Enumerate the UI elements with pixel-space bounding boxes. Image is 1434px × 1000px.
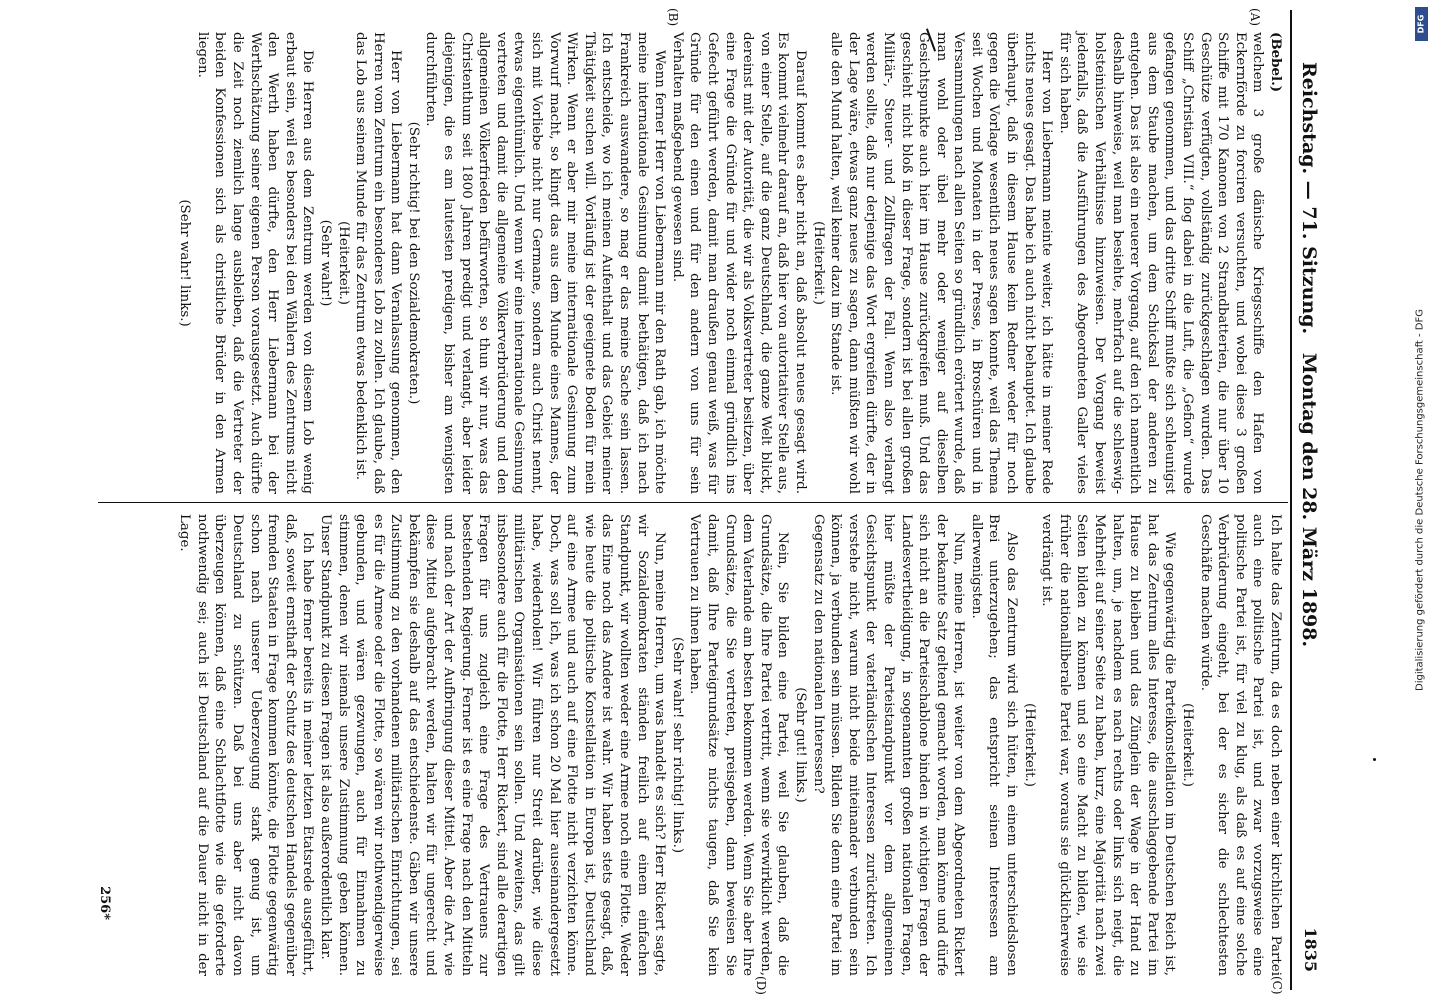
margin-marker-c: (C)	[1270, 976, 1284, 995]
paragraph: Also das Zentrum wird sich hüten, in einem unterschiedslosen Brei unterzugehen; das entspricht seinen Interessen am allerwenigsten.	[968, 514, 1020, 976]
ink-dot	[1373, 758, 1376, 761]
paragraph: Die Herren aus dem Zentrum werden von diesem Lob wenig erbaut sein, weil es besonders bei den Wählern des Zentrums nicht den Werth haben dürfte, den Herr Liebermann bei der Werthschätzung seiner eigenen Person vorausgesetzt. Auch dürfte die Zeit noch ziemlich lange ausbleiben, daß die Vertreter der beiden Konfessionen sich als christliche Brüder in den Armen liegen.	[194, 32, 316, 494]
interjection: (Sehr richtig! bei den Sozialdemokraten.)	[405, 121, 421, 405]
margin-marker-d: (D)	[754, 976, 768, 995]
interjection: (Heiterkeit.)	[1180, 703, 1196, 787]
interjection: (Sehr wahr! links.)	[177, 199, 193, 327]
paragraph: Herr von Liebermann meinte weiter, ich hätte in meiner Rede nichts neues gesagt. Das habe ich auch nicht behauptet. Ich glaube überhaupt, daß in diesem Hause kein Redner weder für noch gegen die Vorlage wesentlich neues sagen konnte, weil das Thema seit Wochen und Monaten in der Presse, in Broschüren und in Versammlungen nach allen Seiten so gründlich erörtert wurde, daß man wohl oder übel mehr oder weniger auf dieselben Gesichtspunkte auch hier im Hause zurückgreifen muß. Und das geschieht nicht bloß in dieser Frage, sondern ist bei allen großen Militär-, Steuer- und Zollfragen der Fall. Wenn also verlangt werden sollte, daß nur derjenige das Wort ergreifen dürfte, der in der Lage wäre, etwas ganz neues zu sagen, dann müßten wir wohl alle den Mund halten, weil keiner dazu im Stande ist.	[828, 32, 1055, 494]
margin-marker-a: (A)	[1248, 8, 1262, 27]
paragraph: Nun, meine Herren, um was handelt es sich? Herr Rickert sagte, wir Sozialdemokraten ständen freilich auf einem einfachen Standpunkt, wir wollten weder eine Armee noch eine Flotte. Weder das Eine noch das Andere ist wahr. Wir haben stets gesagt, daß, wie heute die politische Konstellation in Europa ist, Deutschland auf eine Armee und auch auf eine Flotte nicht verzichten könne. Doch, was soll ich, was ich schon 20 Mal hier auseinandergesetzt habe, wiederholen! Wir führen nur Streit darüber, wie diese militärischen Organisationen sein sollen. Und zweitens, das gilt insbesondere auch für die Flotte, Herr Rickert, sind alle derartigen Fragen für uns zugleich eine Frage des Vertrauens zur bestehenden Regierung. Ferner ist es eine Frage nach den Mitteln und nach der Art der Aufbringung dieser Mittel. Aber die Art, wie diese Mittel aufgebracht werden, halten wir für ungerecht und bekämpfen sie deshalb auf das entschiedenste. Gäben wir unsere Zustimmung zu den vorhandenen militärischen Einrichtungen, sei es für die Armee oder die Flotte, so wären wir nothwendigerweise gebunden, und wären gezwungen, auch für Einnahmen zu stimmen, denen wir niemals unsere Zustimmung geben können. Unser Standpunkt zu diesen Fragen ist also außerordentlich klar.	[317, 514, 668, 976]
paragraph: Darauf kommt es aber nicht an, daß absolut neues gesagt wird. Es kommt vielmehr darauf an, daß hier von autoritativer Stelle aus, von einer Stelle, auf die ganz Deutschland, die ganze Welt blickt, dereinst mit der Autorität, die wir als Volksvertreter besitzen, über eine Frage die Gründe für und wider noch einmal gründlich ins Gefecht geführt werden, damit man draußen genau weiß, was für Gründe für den einen und für den andern von uns für sein Verhalten maßgebend gewesen sind.	[669, 32, 808, 494]
left-column	[176, 32, 1284, 494]
digitization-sidebar	[1406, 0, 1434, 1000]
digitization-note: Digitalisierung gefördert durch die Deutsche Forschungsgemeinschaft - DFG	[1414, 308, 1426, 692]
interjection: (Sehr wahr!)	[317, 219, 333, 307]
dfg-logo	[1415, 7, 1428, 41]
paragraph: Ich habe ferner bereits in meiner letzten Etatsrede ausgeführt, daß, soweit ernsthaft der Schutz des deutschen Handels gegenüber fremden Staaten in Frage kommen könnte, die Flotte gegenwärtig schon nach unserer Ueberzeugung stark genug ist, um Deutschland zu schützen. Daß bei uns aber nicht davon überzeugen können, daß eine Schlachtflotte wie die geforderte nothwendig sei; auch ist Deutschland auf die Dauer nicht in der Lage.	[177, 514, 316, 976]
interjection: (Sehr wahr! sehr richtig! links.)	[669, 636, 685, 854]
right-column	[176, 514, 1284, 976]
paragraph: Wie gegenwärtig die Parteikonstellation im Deutschen Reich ist, hat das Zentrum alles Interesse, die ausschlaggebende Partei im Hause zu bleiben und das Zünglein der Wage in der Hand zu halten, um, je nachdem es nach rechts oder links sich neigt, die Mehrheit auf seiner Seite zu haben, kurz, eine Majorität nach zwei Seiten bilden zu können und so eine Macht zu bilden, wie sie früher die nationalliberale Partei war, woraus sie glücklicherweise verdrängt ist.	[1039, 514, 1178, 976]
paragraph: Wenn ferner Herr von Liebermann mir den Rath gab, ich möchte meine internationale Gesinnung damit bethätigen, daß ich nach Frankreich auswandere, so mag er das meine Sache sein lassen. Ich entscheide, wo ich meinen Aufenthalt und das Gebiet meiner Thätigkeit suchen will. Vorläufig ist der geeignete Boden für mein Wirken. Wenn er aber mir meine internationale Gesinnung zum Vorwurf macht, so klingt das aus dem Munde eines Mannes, der sich mit Vorliebe nicht nur Germane, sondern auch Christ nennt, etwas eigenthümlich. Und wenn wir eine internationale Gesinnung vertreten und damit die allgemeine Völkerverbrüderung und den allgemeinen Völkerfrieden befürworten, so thun wir nur, was das Christenthum seit 1800 Jahren predigt und verlangt, aber leider diejenigen, die es am lautesten predigen, bisher am wenigsten durchführten.	[423, 32, 668, 494]
interjection: (Heiterkeit.)	[335, 221, 351, 305]
speaker-label: (Bebel.)	[1268, 32, 1284, 93]
signature-mark: 256*	[97, 886, 112, 920]
page-number: 1835	[1301, 927, 1320, 972]
interjection: (Heiterkeit.)	[1021, 703, 1037, 787]
dfg-logo-text: DFG	[1416, 14, 1426, 34]
paragraph: welchem 3 große dänische Kriegsschiffe den Hafen von Eckernförde zu forciren versuchten, und wobei diese 3 großen Schiffe mit 170 Kanonen von 2 Strandbatterien, die nur über 10 Geschütze verfügten, vollständig zurückgeschlagen wurden. Das Schiff „Christian VIII.“ flog dabei in die Luft, die „Gefion“ wurde gefangen genommen, und das dritte Schiff mußte sich schleunigst aus dem Staube machen, um dem Schicksal der anderen zu entgehen. Das ist also ein neuerer Vorgang, auf den ich namentlich deshalb hinweise, weil man besiehte, mehrfach auf die schleswig-holsteinischen Verhältnisse hinzuweisen. Der Vorgang beweist jedenfalls, daß die Ausführungen des Abgeordneten Galler vieles für sich haben.	[1056, 32, 1266, 494]
document-page	[20, 0, 1380, 1000]
interjection: (Heiterkeit.)	[810, 221, 826, 305]
header-rule	[1290, 10, 1292, 990]
column-divider	[98, 502, 1288, 503]
interjection: (Sehr gut! links.)	[792, 687, 808, 803]
paragraph: Nun, meine Herren, ist weiter von dem Abgeordneten Rickert der bekannte Satz geltend gemacht worden, man könne und dürfe sich nicht an die Parteischablone binden in wichtigen Fragen der Landesvertheidigung, in sogenannten großen nationalen Fragen, hier müßte der Parteistandpunkt vor dem allgemeinen Gesichtspunkt der vaterländischen Interessen zurücktreten. Ich verstehe nicht, warum nicht beide miteinander verbunden sein können, ja verbunden sein müssen. Bilden Sie denn eine Partei im Gegensatz zu den nationalen Interessen?	[810, 514, 967, 976]
header-center: Montag den 28. März 1898.	[1298, 352, 1320, 648]
paragraph: Nein, Sie bilden eine Partei, weil Sie glauben, daß die Grundsätze, die Ihre Partei vertritt, wenn sie verwirklicht werden, dem Vaterlande am besten bekommen werden. Wenn Sie aber Ihre Grundsätze, die Sie vertreten, preisgeben, dann beweisen Sie damit, daß Ihre Parteigrundsätze nichts taugen, daß Sie kein Vertrauen zu ihnen haben.	[687, 514, 791, 976]
paragraph: Ich halte das Zentrum, da es doch neben einer kirchlichen Partei auch eine politische Partei ist, und zwar vorzugsweise eine politische Partei ist, für viel zu klug, als daß es auf eine solche Verbrüderung eingeht, bei der es sicher die schlechtesten Geschäfte machen würde.	[1197, 514, 1283, 976]
header-left: Reichstag. — 71. Sitzung.	[1298, 62, 1320, 335]
page-header	[1292, 0, 1322, 1000]
paragraph: Herr von Liebermann hat dann Veranlassung genommen, den Herren vom Zentrum ein besonderes Lob zu zollen. Ich glaube, daß das Lob aus seinem Munde für das Zentrum etwas bedenklich ist.	[353, 32, 404, 494]
margin-marker-b: (B)	[666, 8, 680, 27]
